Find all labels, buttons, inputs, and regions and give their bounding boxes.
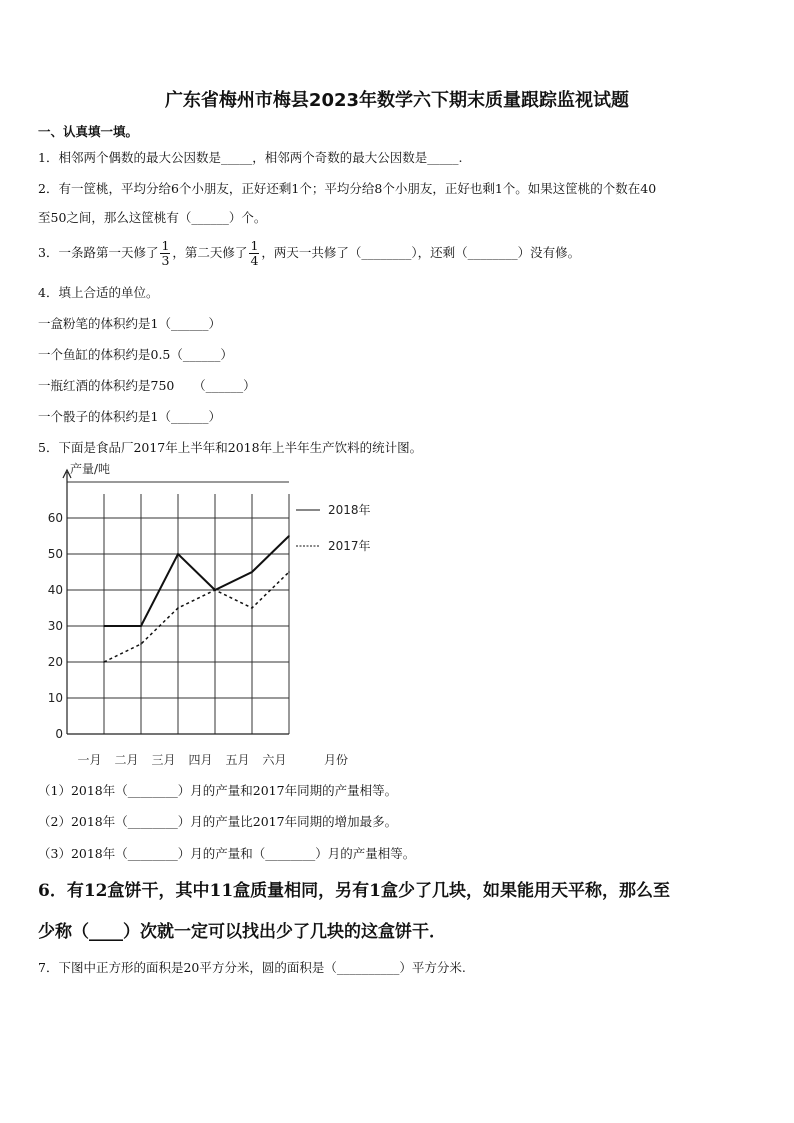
x-axis-label: 月份 bbox=[323, 753, 349, 767]
x-tick-label: 一月 bbox=[77, 753, 102, 767]
fraction-denominator: 3 bbox=[161, 253, 170, 268]
fraction-numerator: 1 bbox=[161, 238, 170, 253]
y-tick-label: 30 bbox=[47, 619, 63, 633]
question-4-item: 一瓶红酒的体积约是750 （______） bbox=[38, 378, 256, 393]
data-point bbox=[140, 625, 142, 627]
legend-label: 2018年 bbox=[328, 503, 371, 517]
page-title: 广东省梅州市梅县2023年数学六下期末质量跟踪监视试题 bbox=[164, 90, 630, 111]
fraction-one-fourth bbox=[249, 239, 259, 268]
fraction-numerator: 1 bbox=[250, 238, 259, 253]
series-line-2018年 bbox=[104, 536, 289, 626]
data-point bbox=[140, 643, 142, 645]
series-line-2017年 bbox=[104, 572, 289, 662]
data-point bbox=[214, 589, 216, 591]
legend-label: 2017年 bbox=[328, 539, 371, 553]
question-7: 7．下图中正方形的面积是20平方分米，圆的面积是（__________）平方分米. bbox=[38, 960, 466, 975]
question-4-item: 一盒粉笔的体积约是1（______） bbox=[38, 316, 221, 331]
y-tick-label: 20 bbox=[47, 655, 63, 669]
production-line-chart bbox=[38, 458, 398, 778]
question-4-item: 一个鱼缸的体积约是0.5（______） bbox=[38, 347, 233, 362]
x-tick-label: 二月 bbox=[114, 753, 139, 767]
question-3-middle: ，第二天修了 bbox=[172, 245, 248, 260]
question-5: 5．下面是食品厂2017年上半年和2018年上半年生产饮料的统计图。 bbox=[38, 440, 423, 455]
y-tick-label: 40 bbox=[47, 583, 63, 597]
question-5-sub-3: （3）2018年（________）月的产量和（________）月的产量相等。 bbox=[38, 846, 416, 861]
data-point bbox=[251, 571, 253, 573]
data-point bbox=[288, 571, 290, 573]
data-point bbox=[288, 535, 290, 537]
section-heading: 一、认真填一填。 bbox=[38, 124, 139, 139]
x-tick-label: 六月 bbox=[262, 753, 287, 767]
x-tick-label: 五月 bbox=[225, 753, 250, 767]
y-tick-label: 50 bbox=[47, 547, 63, 561]
question-5-sub-1: （1）2018年（________）月的产量和2017年同期的产量相等。 bbox=[38, 783, 398, 798]
question-2-line-2: 至50之间，那么这筐桃有（______）个。 bbox=[38, 210, 267, 225]
data-point bbox=[177, 553, 179, 555]
y-tick-label: 60 bbox=[47, 511, 63, 525]
question-6-line-1: 6．有12盒饼干，其中11盒质量相同，另有1盒少了几块，如果能用天平称，那么至 bbox=[38, 881, 670, 901]
question-4-item: 一个骰子的体积约是1（______） bbox=[38, 409, 221, 424]
question-6-line-2: 少称（____）次就一定可以找出少了几块的这盒饼干． bbox=[38, 922, 446, 942]
y-axis-label: 产量/吨 bbox=[70, 462, 111, 476]
fraction-denominator: 4 bbox=[250, 253, 259, 268]
chart-svg bbox=[38, 458, 398, 778]
question-4: 4．填上合适的单位。 bbox=[38, 285, 159, 300]
question-5-sub-2: （2）2018年（________）月的产量比2017年同期的增加最多。 bbox=[38, 814, 398, 829]
question-3-suffix: ，两天一共修了（________），还剩（________）没有修。 bbox=[261, 245, 581, 260]
x-tick-label: 四月 bbox=[188, 753, 213, 767]
data-point bbox=[251, 607, 253, 609]
fraction-one-third bbox=[160, 239, 170, 268]
y-tick-label: 0 bbox=[55, 727, 63, 741]
question-1: 1．相邻两个偶数的最大公因数是_____，相邻两个奇数的最大公因数是_____. bbox=[38, 150, 463, 165]
y-tick-label: 10 bbox=[47, 691, 63, 705]
question-2-line-1: 2．有一筐桃，平均分给6个小朋友，正好还剩1个；平均分给8个小朋友，正好也剩1个。如果这筐桃的个数在40 bbox=[38, 181, 657, 196]
data-point bbox=[103, 661, 105, 663]
question-3-prefix: 3．一条路第一天修了 bbox=[38, 245, 159, 260]
question-3 bbox=[38, 236, 580, 270]
x-tick-label: 三月 bbox=[151, 753, 176, 767]
data-point bbox=[177, 607, 179, 609]
data-point bbox=[103, 625, 105, 627]
